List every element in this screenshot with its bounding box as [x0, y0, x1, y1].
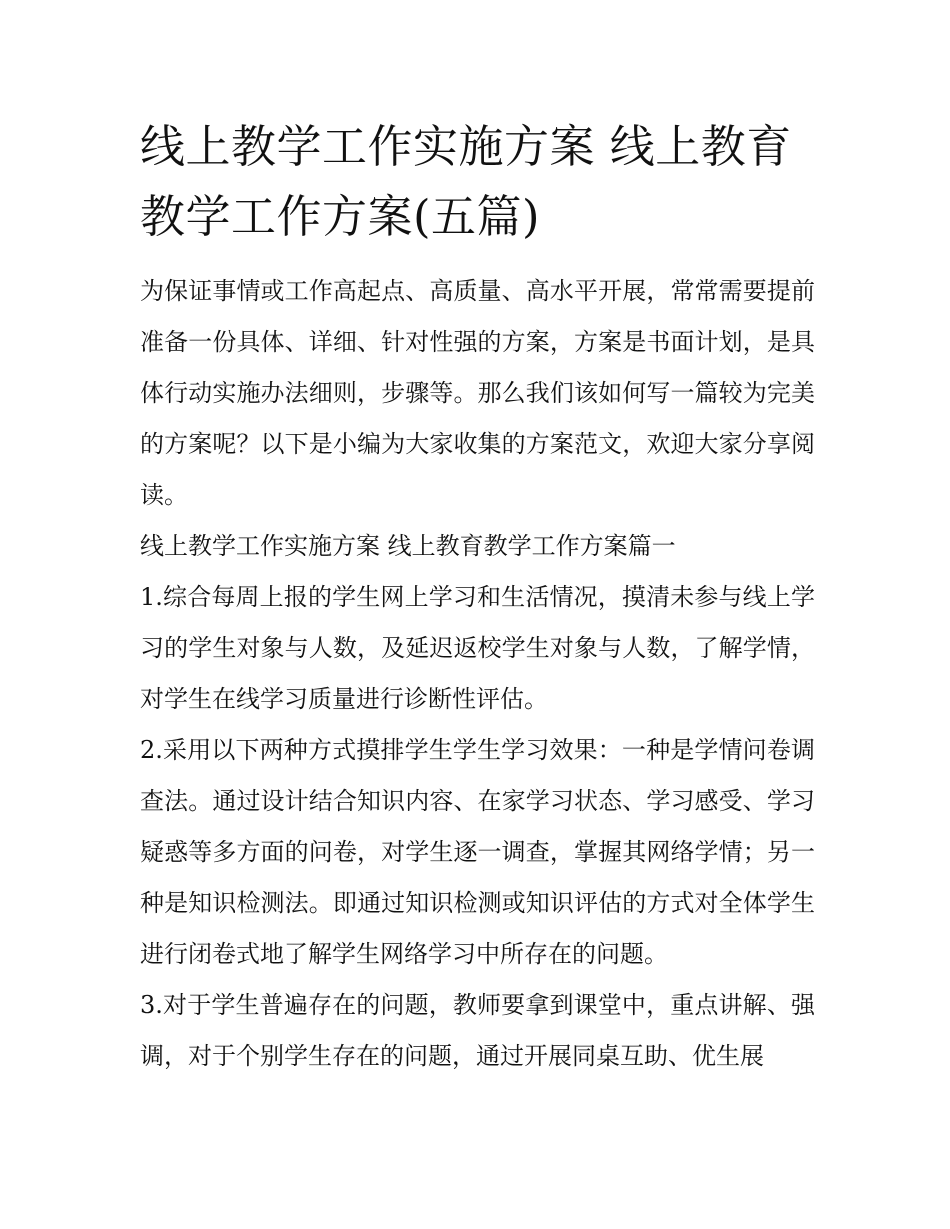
- intro-paragraph: 为保证事情或工作高起点、高质量、高水平开展，常常需要提前准备一份具体、详细、针对性强的方案，方案是书面计划，是具体行动实施办法细则，步骤等。那么我们该如何写一篇较为完美的方案呢？以下是小编为大家收集的方案范文，欢迎大家分享阅读。: [140, 277, 815, 509]
- list-item-1: 1.综合每周上报的学生网上学习和生活情况，摸清未参与线上学习的学生对象与人数，及延迟返校学生对象与人数，了解学情，对学生在线学习质量进行诊断性评估。: [140, 583, 815, 713]
- document-title: 线上教学工作实施方案 线上教育教学工作方案(五篇): [140, 120, 792, 243]
- list-item-2: 2.采用以下两种方式摸排学生学生学习效果：一种是学情问卷调查法。通过设计结合知识内容、在家学习状态、学习感受、学习疑惑等多方面的问卷，对学生逐一调查，掌握其网络学情；另一种是知识检测法。即通过知识检测或知识评估的方式对全体学生进行闭卷式地了解学生网络学习中所存在的问题。: [140, 736, 815, 968]
- list-item-3: 3.对于学生普遍存在的问题，教师要拿到课堂中，重点讲解、强调，对于个别学生存在的问题，通过开展同桌互助、优生展: [140, 991, 815, 1070]
- document-page: [140, 112, 815, 1082]
- section-heading: 线上教学工作实施方案 线上教育教学工作方案篇一: [140, 532, 676, 560]
